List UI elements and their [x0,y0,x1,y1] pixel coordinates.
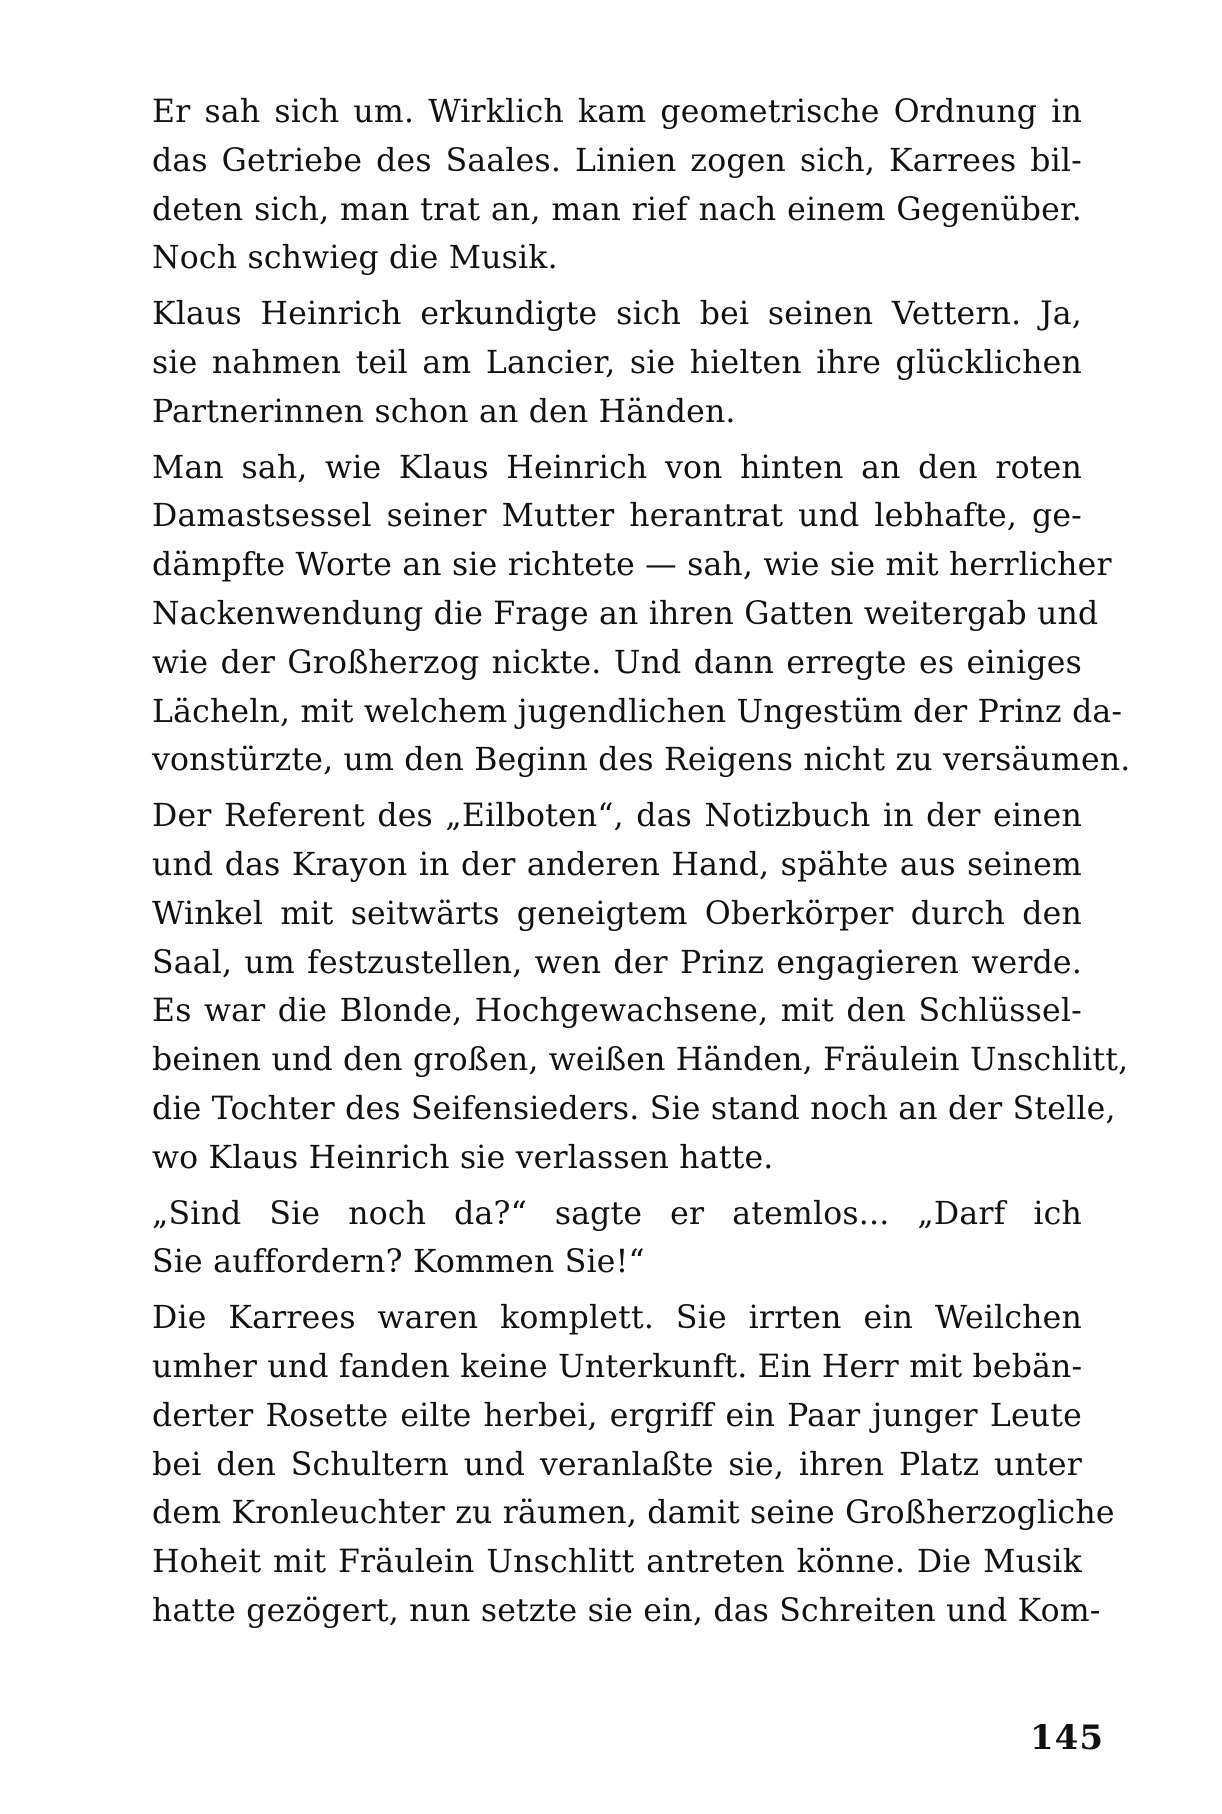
text-line: wie der Großherzog nickte. Und dann erregte es einiges [152,644,1082,681]
text-line: Saal, um festzustellen, wen der Prinz engagieren werde. [152,944,1082,981]
text-line: bei den Schultern und veranlaßte sie, ihren Platz unter [152,1446,1082,1483]
text-line: Noch schwieg die Musik. [152,240,558,277]
text-line: vonstürzte, um den Beginn des Reigens nicht zu versäumen. [152,742,1131,779]
text-line: Winkel mit seitwärts geneigtem Oberkörper durch den [152,895,1082,932]
paragraph-1 [152,88,1082,283]
text-line: Damastsessel seiner Mutter herantrat und lebhafte, ge- [152,498,1082,535]
text-line: umher und fanden keine Unterkunft. Ein Herr mit bebän- [152,1348,1083,1385]
text-line: sie nahmen teil am Lancier, sie hielten ihre glücklichen [152,344,1082,381]
text-line: dämpfte Worte an sie richtete — sah, wie sie mit herrlicher [152,547,1112,584]
page-number: 145 [1030,1718,1104,1758]
text-line: die Tochter des Seifensieders. Sie stand noch an der Stelle, [152,1090,1116,1127]
text-line: hatte gezögert, nun setzte sie ein, das Schreiten und Kom- [152,1592,1101,1629]
paragraph-3 [152,444,1131,786]
paragraph-4 [152,792,1129,1182]
paragraph-5 [152,1190,1082,1288]
paragraph-6 [152,1294,1115,1636]
text-line: Nackenwendung die Frage an ihren Gatten weitergab und [152,595,1099,632]
text-line: Lächeln, mit welchem jugendlichen Ungestüm der Prinz da- [152,693,1123,730]
text-line: und das Krayon in der anderen Hand, spähte aus seinem [152,846,1082,883]
text-line: Hoheit mit Fräulein Unschlitt antreten könne. Die Musik [152,1544,1082,1581]
text-line: Es war die Blonde, Hochgewachsene, mit den Schlüssel- [152,993,1082,1030]
paragraph-2 [152,290,1082,436]
text-line: beinen und den großen, weißen Händen, Fräulein Unschlitt, [152,1042,1129,1079]
text-line: Er sah sich um. Wirklich kam geometrische Ordnung in [152,94,1082,130]
text-line: Man sah, wie Klaus Heinrich von hinten an den roten [152,449,1082,486]
text-line: Partnerinnen schon an den Händen. [152,393,736,430]
text-line: derter Rosette eilte herbei, ergriff ein Paar junger Leute [152,1397,1082,1434]
text-line: Die Karrees waren komplett. Sie irrten ein Weilchen [152,1300,1082,1337]
text-line: Der Referent des „Eilboten“, das Notizbuch in der einen [152,798,1082,835]
text-line: „Sind Sie noch da?“ sagte er atemlos... „Darf ich [152,1195,1082,1232]
text-line: deten sich, man trat an, man rief nach einem Gegenüber. [152,191,1082,228]
text-line: Klaus Heinrich erkundigte sich bei seinen Vettern. Ja, [152,296,1082,333]
text-line: das Getriebe des Saales. Linien zogen sich, Karrees bil- [152,142,1082,179]
text-line: wo Klaus Heinrich sie verlassen hatte. [152,1139,774,1176]
page-body [152,88,1131,1643]
text-line: Sie auffordern? Kommen Sie!“ [152,1244,645,1281]
text-line: dem Kronleuchter zu räumen, damit seine Großherzogliche [152,1495,1115,1532]
